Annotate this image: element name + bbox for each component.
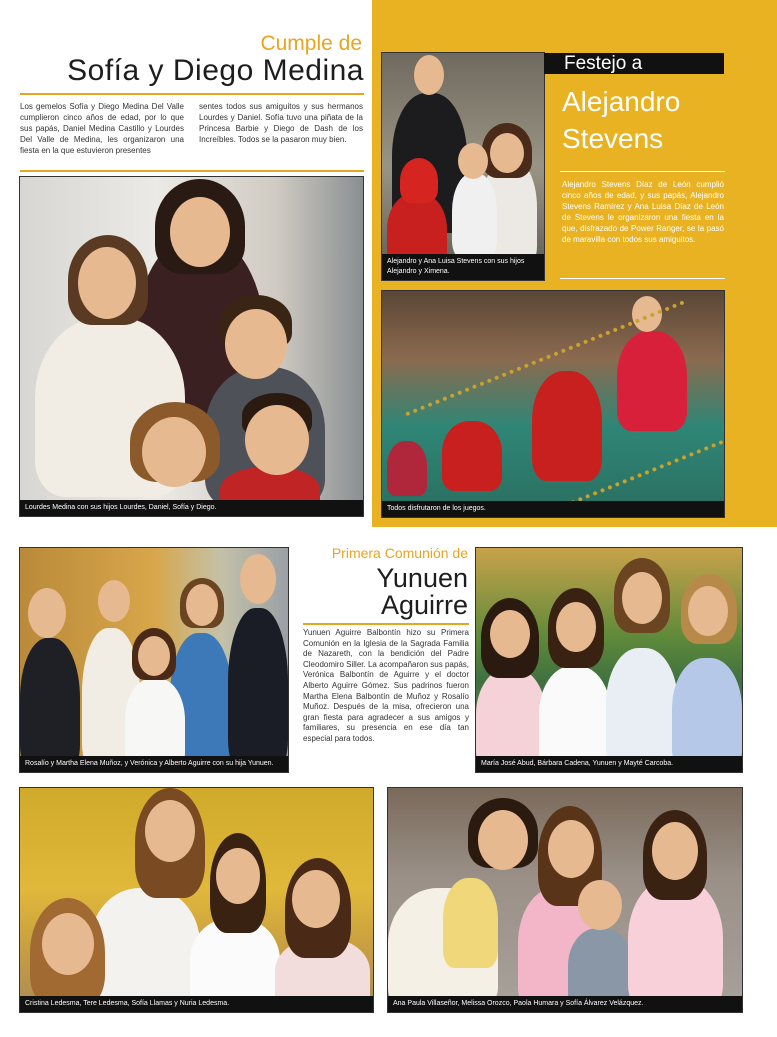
rosalio-figure <box>20 638 80 772</box>
tere-top <box>90 888 200 1012</box>
rosalio-face <box>28 588 66 638</box>
sofia-title: Sofía y Diego Medina <box>67 54 364 87</box>
ana-paula-face <box>478 810 528 870</box>
sofia-photo-caption: Lourdes Medina con sus hijos Lourdes, Daniel, Sofía y Diego. <box>20 500 363 516</box>
small-girl-face <box>142 417 206 487</box>
yunuen-body: Yunuen Aguirre Balbontín hizo su Primera Comunión en la Iglesia de la Sagrada Familia de Nazareth, con la bendición del Padre Cleodomiro Siller. La acompañaron sus papás, Verónica Balbontín de Aguirre y el doctor Alberto Aguirre Gómez. Sus padrinos fueron Martha Elena Balbontín de Muñoz y Rosalío Muñoz. Después de la misa, ofrecieron una gran fiesta para agradecer a sus amigos y familiares, su presencia en ese día tan especial para todos. <box>303 628 469 743</box>
games-photo <box>381 290 725 518</box>
festejo-body: Alejandro Stevens Díaz de León cumplió cinco años de edad, y sus papás, Alejandro Stevens Ramírez y Ana Luisa Díaz de León de Stevens le organizaron una fiesta en la que, disfrazado de Power Ranger, se la pasó de maravilla con todos sus amiguitos. <box>562 180 724 244</box>
mother-face <box>170 197 230 267</box>
festejo-rule-bottom <box>560 278 725 279</box>
alberto-face <box>240 554 276 604</box>
alberto-figure <box>228 608 288 772</box>
villasenor-photo-caption: Ana Paula Villaseñor, Melissa Orozco, Paola Humara y Sofía Álvarez Velázquez. <box>388 996 742 1012</box>
nuria-face <box>292 870 340 928</box>
paola-face <box>578 880 622 930</box>
martha-face <box>98 580 130 622</box>
sofia-body-col1: Los gemelos Sofía y Diego Medina Del Valle cumplieron cinco años de edad, por lo que sus papás, Daniel Medina Castillo y Lourdes Del Valle de Medina, les organizaron una fiesta en la que estuvieron presentes <box>20 102 184 155</box>
festejo-label: Festejo a <box>544 53 724 74</box>
sofia-face <box>216 848 260 904</box>
yunuen-kicker: Primera Comunión de <box>331 545 468 561</box>
girl-figure <box>452 173 497 258</box>
girl3-face <box>622 572 662 624</box>
yunuen-friends-photo <box>475 547 743 773</box>
girl3-dress <box>606 648 678 772</box>
mother-face <box>490 133 524 173</box>
ledesma-photo-caption: Cristina Ledesma, Tere Ledesma, Sofía Llamas y Nuria Ledesma. <box>20 996 373 1012</box>
body-rule <box>20 170 364 172</box>
cristina-face <box>42 913 94 975</box>
yunuen-family-photo <box>19 547 289 773</box>
yunuen-photo2-caption: María José Abud, Bárbara Cadena, Yunuen y Mayté Carcoba. <box>476 756 742 772</box>
stevens-photo1-caption: Alejandro y Ana Luisa Stevens con sus hijos Alejandro y Ximena. <box>382 254 544 280</box>
veronica-face <box>186 584 218 626</box>
yunuen-photo1-caption: Rosalío y Martha Elena Muñoz, y Verónica y Alberto Aguirre con su hija Yunuen. <box>20 756 288 772</box>
melissa-face <box>548 820 594 878</box>
alejandro-title-line1: Alejandro <box>562 86 681 117</box>
stevens-family-photo <box>381 52 545 281</box>
alejandro-title-line2: Stevens <box>562 123 664 154</box>
small-boy-face <box>245 405 309 475</box>
girl4-dress <box>672 658 742 772</box>
boy-face <box>225 309 287 379</box>
games-photo-caption: Todos disfrutaron de los juegos. <box>382 501 724 517</box>
yunuen-rule <box>303 623 469 625</box>
father-face <box>414 55 444 95</box>
girl-face <box>78 247 136 319</box>
girl1-face <box>490 610 530 658</box>
sofia-family-photo <box>19 176 364 517</box>
villasenor-photo <box>387 787 743 1013</box>
girl-face <box>458 143 488 179</box>
tere-face <box>145 800 195 862</box>
sofia-alvarez-face <box>652 822 698 880</box>
girl2-face <box>556 602 596 652</box>
sofia-body-col2: sentes todos sus amiguitos y sus hermanos Lourdes y Daniel. Sofía tuvo una piñata de la Princesa Barbie y Diego de Dash de los Increíbles. Todos se la pasaron muy bien. <box>199 102 363 144</box>
ana-paula-shirt <box>443 878 498 968</box>
yunuen-face <box>138 636 170 676</box>
title-rule <box>20 93 364 95</box>
festejo-rule-top <box>560 171 725 172</box>
yunuen-title-line1: Yunuen <box>376 563 468 593</box>
power-ranger-helmet <box>400 158 438 203</box>
girl4-face <box>688 586 728 636</box>
ledesma-photo <box>19 787 374 1013</box>
yunuen-title-line2: Aguirre <box>380 590 468 620</box>
sofia-kicker: Cumple de <box>260 32 362 55</box>
